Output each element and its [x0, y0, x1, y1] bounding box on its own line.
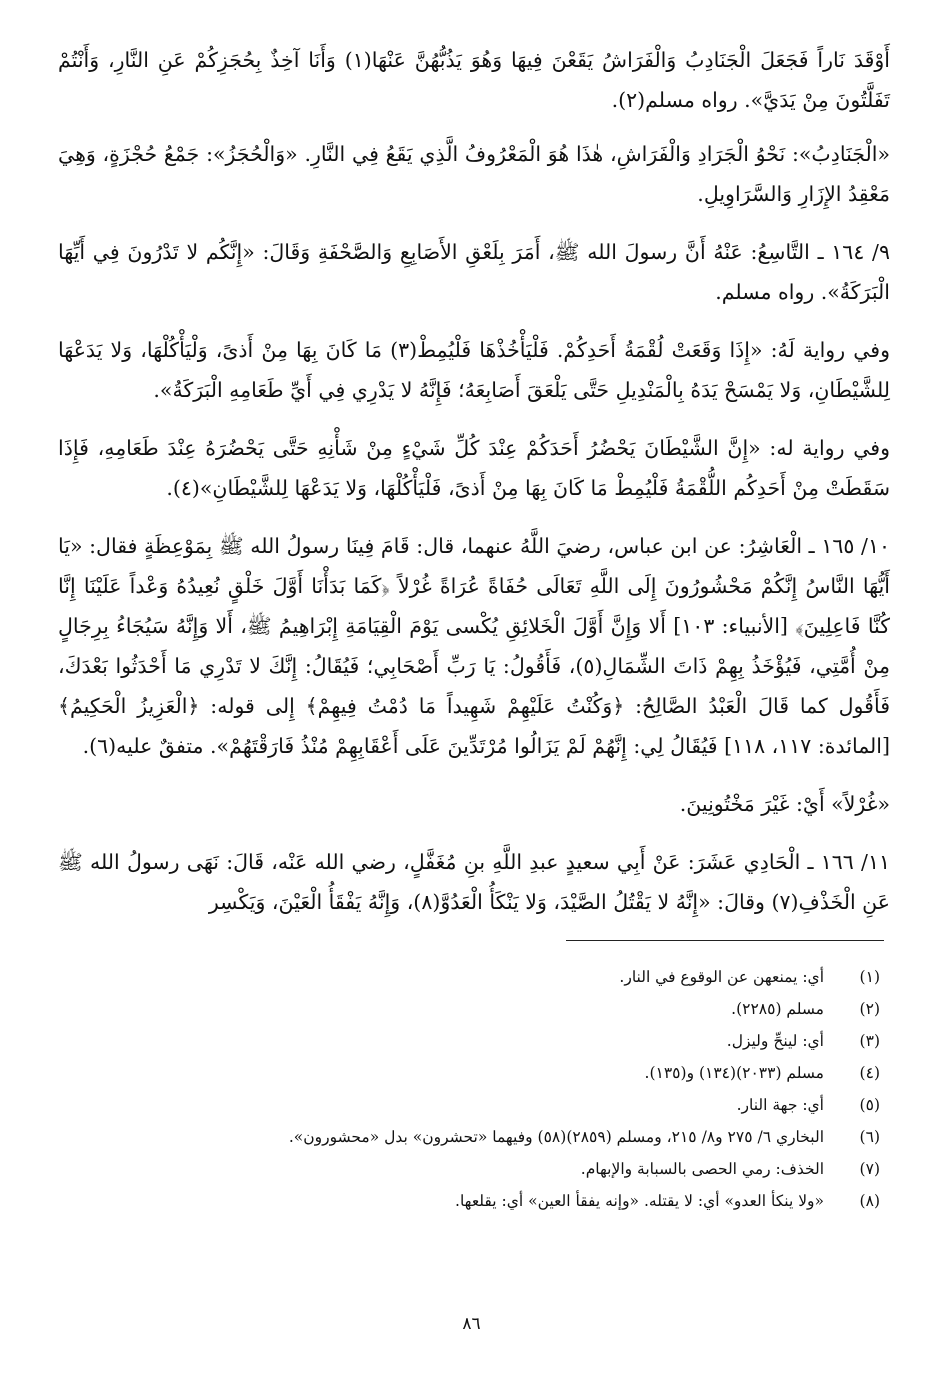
page-number: ٨٦: [462, 1314, 481, 1334]
paragraph-hadith-165: ١٠/ ١٦٥ ـ الْعَاشِرُ: عن ابن عباس، رضيَ اللَّهُ عنهما، قال: قَامَ فِينَا رسولُ الله ﷺ بِمَوْعِظَةٍ فقال: «يَا أَيُّهَا النَّاسُ إِنَّكُمْ مَحْشُورُونَ إِلَى اللَّهِ تَعَالَى حُفَاةً عُرَاةً غُرْلاً ﴿كَمَا بَدَأْنَا أَوَّلَ خَلْقٍ نُعِيدُهُ وَعْداً عَلَيْنَا إِنَّا كُنَّا فَاعِلِينَ﴾ [الأنبياء: ١٠٣] أَلا وَإِنَّ أَوَّلَ الْخَلائِقِ يُكْسى يَوْمَ الْقِيَامَةِ إِبْرَاهِيمُ ﷺ، أَلا وَإِنَّهُ سَيُجَاءُ بِرِجَالٍ مِنْ أُمَّتِي، فَيُؤْخَذُ بِهِمْ ذَاتَ الشِّمَالِ(٥)، فَأَقُولُ: يَا رَبِّ أَصْحَابِي؛ فَيُقَالُ: إِنَّكَ لا تَدْرِي مَا أَحْدَثُوا بَعْدَكَ، فَأَقُول كما قَالَ الْعَبْدُ الصَّالِحُ: ﴿وَكُنْتُ عَلَيْهِمْ شَهِيداً مَا دُمْتُ فِيهِمْ﴾ إِلى قوله: ﴿الْعَزِيزُ الْحَكِيمُ﴾ [المائدة: ١١٧، ١١٨] فَيُقَالُ لِي: إِنَّهُمْ لَمْ يَزَالُوا مُرْتَدِّينَ عَلَى أَعْقَابِهِمْ مُنْذُ فَارَقْتَهُمْ». متفقٌ عليه(٦).: [58, 534, 891, 758]
footnote-text: أي: لينحِّ وليزل.: [726, 1032, 824, 1050]
footnote-item: [58, 995, 890, 1023]
footnote-number: (٥): [859, 1096, 880, 1114]
footnote-item: [58, 1027, 890, 1055]
paragraph-definition-ghurl: «غُرْلاً» أَيْ: غَيْرَ مَخْتُونِينَ.: [679, 792, 890, 816]
footnote-item: [58, 1155, 890, 1183]
footnote-text: «ولا ينكأ العدو» أي: لا يقتله. «وإنه يفقأ العين» أي: يقلعها.: [455, 1192, 824, 1210]
paragraph-hadith-164: ٩/ ١٦٤ ـ التَّاسِعُ: عَنْهُ أَنَّ رسولَ الله ﷺ، أَمَرَ بِلَعْقِ الأَصَابِعِ وَالصَّحْفَةِ وَقَالَ: «إِنَّكُم لا تَدْرُونَ فِي أَيِّهَا الْبَرَكَةُ». رواه مسلم.: [58, 240, 890, 304]
footnote-number: (٧): [859, 1160, 880, 1178]
footnote-number: (٢): [859, 1000, 880, 1018]
footnotes-list: [58, 963, 890, 1215]
footnote-number: (٦): [859, 1128, 880, 1146]
footnote-number: (٨): [859, 1192, 880, 1210]
paragraph-riwaya-2: وفي رواية له: «إِنَّ الشَّيْطَانَ يَحْضُرُ أَحَدَكُمْ عِنْدَ كُلِّ شَيْءٍ مِنْ شَأْنِهِ حَتَّى يَحْضُرَهُ عِنْدَ طَعَامِهِ، فَإِذَا سَقَطَتْ مِنْ أَحَدِكُم اللُّقْمَةُ فَلْيُمِطْ مَا كَانَ بِهَا مِنْ أَذىً، فَلْيَأْكُلْهَا، وَلا يَدَعْهَا لِلشَّيْطَانِ»(٤).: [58, 436, 890, 500]
paragraph-definition-janadib: «الْجَنَادِبُ»: نَحْوُ الْجَرَادِ وَالْفَرَاشِ، هٰذَا هُوَ الْمَعْرُوفُ الَّذِي يَقَعُ فِي النَّارِ. «وَالْحُجَزُ»: جَمْعُ حُجْزَةٍ، وَهِيَ مَعْقِدُ الإِزَارِ وَالسَّرَاوِيلِ.: [58, 142, 890, 206]
footnote-text: الخذف: رمي الحصى بالسبابة والإبهام.: [580, 1160, 824, 1178]
footnote-divider: [566, 940, 884, 941]
footnote-item: [58, 1059, 890, 1087]
footnote-text: مسلم (٢٠٣٣)(١٣٤) و(١٣٥).: [644, 1064, 824, 1082]
footnote-item: [58, 963, 890, 991]
footnote-number: (١): [859, 968, 880, 986]
paragraph-hadith-166: ١١/ ١٦٦ ـ الْحَادِي عَشَرَ: عَنْ أَبِي سعيدٍ عبدِ اللَّهِ بنِ مُغَفَّلٍ، رضي الله عَنْه، قَالَ: نَهَى رسولُ الله ﷺ عَنِ الْخَذْفِ(٧) وقالَ: «إِنَّهُ لا يَقْتُلُ الصَّيْدَ، وَلا يَنْكَأُ الْعَدُوَّ(٨)، وَإِنَّهُ يَفْقَأُ الْعَيْنَ، وَيَكْسِر: [58, 850, 890, 914]
footnote-item: [58, 1091, 890, 1119]
footnote-number: (٤): [859, 1064, 880, 1082]
footnote-item: [58, 1187, 890, 1215]
footnote-text: أي: يمنعهن عن الوقوع في النار.: [619, 968, 824, 986]
footnote-text: أي: جهة النار.: [736, 1096, 824, 1114]
footnote-text: مسلم (٢٢٨٥).: [731, 1000, 824, 1018]
page-body: [58, 40, 890, 1219]
footnote-text: البخاري ٦/ ٢٧٥ و٨/ ٢١٥، ومسلم (٢٨٥٩)(٥٨) وفيهما «تحشرون» بدل «محشورون».: [288, 1128, 824, 1146]
footnote-item: [58, 1123, 890, 1151]
paragraph-riwaya-1: وفي رواية لَهُ: «إِذَا وَقَعَتْ لُقْمَةُ أَحَدِكُمْ. فَلْيَأْخُذْهَا فَلْيُمِطْ(٣) مَا كَانَ بِهَا مِنْ أَذىً، وَلْيَأْكُلْهَا، وَلا يَدَعْهَا لِلشَّيْطَانِ، وَلا يَمْسَحْ يَدَهُ بِالْمَنْدِيلِ حَتَّى يَلْعَقَ أَصَابِعَهُ؛ فَإِنَّهُ لا يَدْرِي فِي أَيِّ طَعَامِهِ الْبَرَكَةُ».: [58, 338, 890, 402]
footnote-number: (٣): [859, 1032, 880, 1050]
paragraph-continuation: أَوْقَدَ نَاراً فَجَعَلَ الْجَنَادِبُ وَالْفَرَاشُ يَقَعْنَ فِيهَا وَهُوَ يَذُبُّهُنَّ عَنْهَا(١) وَأَنَا آخِذٌ بِحُجَزِكُمْ عَنِ النَّارِ، وَأَنْتُمْ تَفَلَّتُونَ مِنْ يَدَيَّ». رواه مسلم(٢).: [58, 48, 890, 112]
